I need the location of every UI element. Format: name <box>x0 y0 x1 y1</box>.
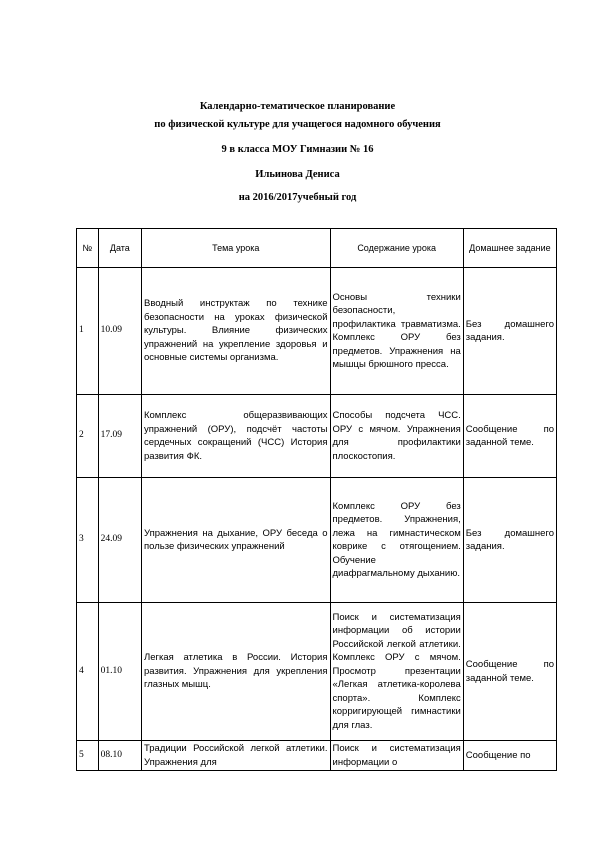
table-header-row <box>77 229 557 268</box>
row-date: 08.10 <box>98 741 141 771</box>
row-content: Комплекс ОРУ без предметов. Упражнения, лежа на гимнастическом коврике с отягощением. Обучение диафрагмальному дыханию. <box>330 478 463 603</box>
row-topic: Вводный инструктаж по технике безопасности на уроках физической культуры. Влияние физических упражнений на укрепление здоровья и основные системы организма. <box>141 268 330 395</box>
row-topic: Легкая атлетика в России. История развития. Упражнения для укрепления глазных мышц. <box>141 603 330 741</box>
column-header-date: Дата <box>98 229 141 268</box>
lesson-plan-table <box>76 228 557 771</box>
row-date: 24.09 <box>98 478 141 603</box>
row-number: 2 <box>77 395 99 478</box>
row-topic: Комплекс общеразвивающих упражнений (ОРУ), подсчёт частоты сердечных сокращений (ЧСС) История развития ФК. <box>141 395 330 478</box>
row-homework: Без домашнего задания. <box>463 478 556 603</box>
row-number: 1 <box>77 268 99 395</box>
row-topic: Упражнения на дыхание, ОРУ беседа о пользе физических упражнений <box>141 478 330 603</box>
table-row <box>77 741 557 771</box>
row-date: 01.10 <box>98 603 141 741</box>
row-content: Способы подсчета ЧСС. ОРУ с мячом. Упражнения для профилактики плоскостопия. <box>330 395 463 478</box>
row-date: 17.09 <box>98 395 141 478</box>
table-row <box>77 478 557 603</box>
column-header-content: Содержание урока <box>330 229 463 268</box>
row-homework: Сообщение по заданной теме. <box>463 603 556 741</box>
table-row <box>77 268 557 395</box>
row-homework: Сообщение по заданной теме. <box>463 395 556 478</box>
row-content: Поиск и систематизация информации об истории Российской легкой атлетики. Комплекс ОРУ с мячом. Просмотр презентации «Легкая атлетика-королева спорта». Комплекс корригирующей гимнастики для глаз. <box>330 603 463 741</box>
row-content: Поиск и систематизация информации о <box>330 741 463 771</box>
row-topic: Традиции Российской легкой атлетики. Упражнения для <box>141 741 330 771</box>
row-homework: Сообщение по <box>463 741 556 771</box>
table-row <box>77 395 557 478</box>
table-row <box>77 603 557 741</box>
row-content: Основы техники безопасности, профилактика травматизма. Комплекс ОРУ без предметов. Упражнения на мышцы брюшного пресса. <box>330 268 463 395</box>
column-header-topic: Тема урока <box>141 229 330 268</box>
row-homework: Без домашнего задания. <box>463 268 556 395</box>
school-year: на 2016/2017учебный год <box>238 192 357 203</box>
row-number: 5 <box>77 741 99 771</box>
student-name: Ильинова Дениса <box>255 169 340 180</box>
document-subtitle: по физической культуре для учащегося надомного обучения <box>154 119 441 130</box>
document-title: Календарно-тематическое планирование <box>199 101 396 112</box>
row-number: 4 <box>77 603 99 741</box>
row-number: 3 <box>77 478 99 603</box>
class-line: 9 в класса МОУ Гимназии № 16 <box>221 144 374 155</box>
column-header-number: № <box>77 229 99 268</box>
row-date: 10.09 <box>98 268 141 395</box>
column-header-homework: Домашнее задание <box>463 229 556 268</box>
